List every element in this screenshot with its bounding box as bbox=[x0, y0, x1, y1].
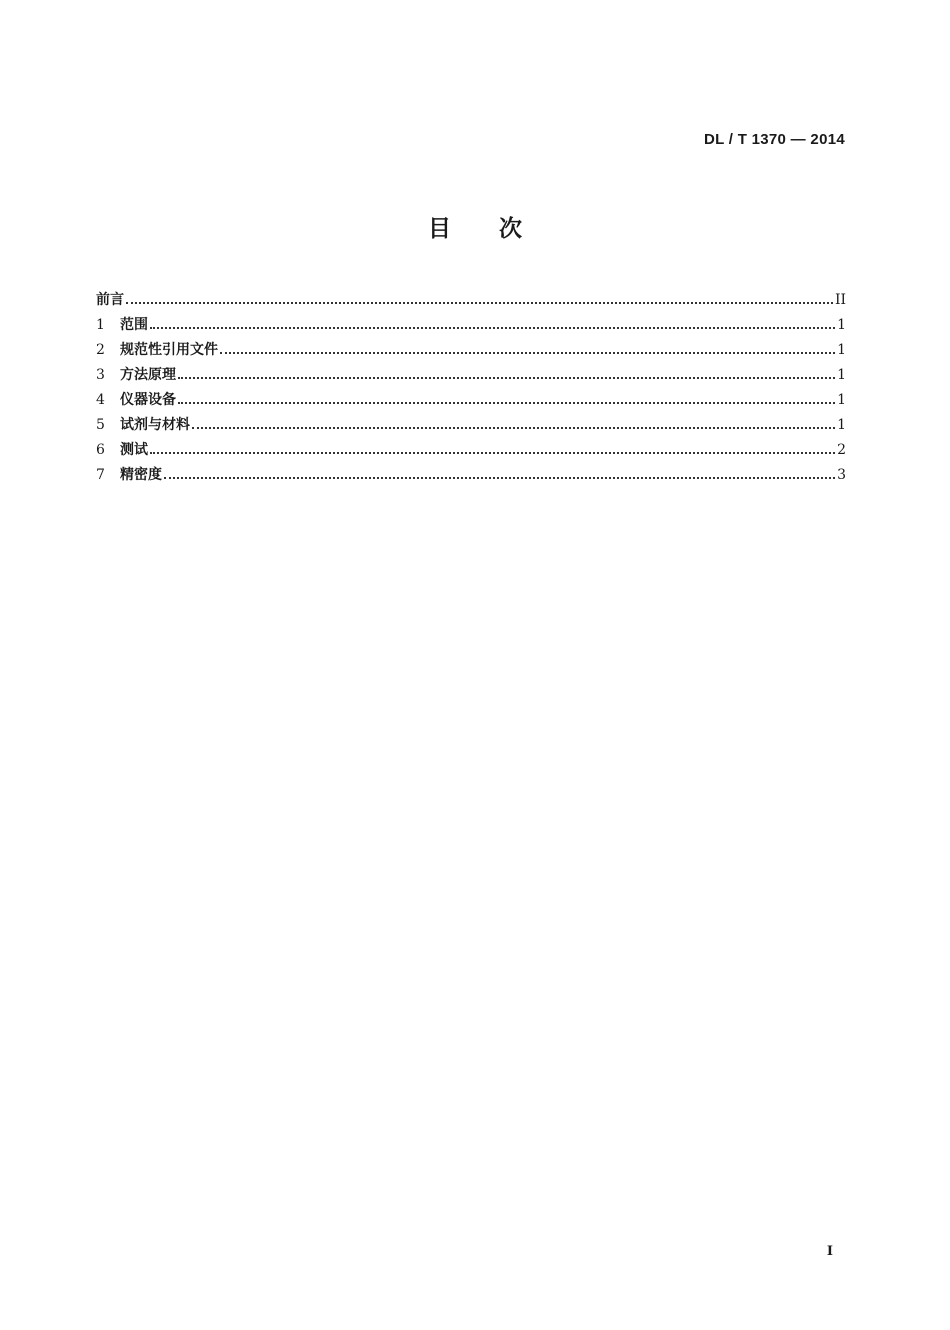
dot-leader bbox=[164, 476, 835, 479]
toc-entry-label: 规范性引用文件 bbox=[120, 342, 218, 358]
toc-entry-principle[interactable] bbox=[96, 365, 846, 390]
toc-entry-apparatus[interactable] bbox=[96, 390, 846, 415]
toc-entry-normative-references[interactable] bbox=[96, 340, 846, 365]
standard-code: DL / T 1370 — 2014 bbox=[703, 131, 845, 148]
page-title: 目次 bbox=[428, 216, 570, 242]
toc-entry-label: 测试 bbox=[120, 442, 148, 458]
toc-entry-testing[interactable] bbox=[96, 440, 846, 465]
toc-entry-page: 1 bbox=[837, 417, 846, 433]
toc-entry-label: 方法原理 bbox=[120, 367, 176, 383]
toc-entry-page: 1 bbox=[837, 317, 846, 333]
toc-entry-number: 1 bbox=[96, 317, 105, 333]
toc-entry-page: 3 bbox=[837, 467, 846, 483]
toc-entry-number: 2 bbox=[96, 342, 105, 358]
toc-entry-number: 5 bbox=[96, 417, 105, 433]
dot-leader bbox=[150, 326, 835, 329]
dot-leader bbox=[192, 426, 835, 429]
toc-entry-number: 7 bbox=[96, 467, 105, 483]
dot-leader bbox=[220, 351, 835, 354]
toc-entry-number: 4 bbox=[96, 392, 105, 408]
toc-entry-page: 1 bbox=[837, 392, 846, 408]
toc-entry-label: 前言 bbox=[96, 292, 124, 308]
toc-entry-label: 试剂与材料 bbox=[120, 417, 190, 433]
toc-entry-label: 仪器设备 bbox=[120, 392, 176, 408]
dot-leader bbox=[178, 376, 835, 379]
toc-entry-page: 1 bbox=[837, 367, 846, 383]
toc-entry-number: 6 bbox=[96, 442, 105, 458]
toc-entry-precision[interactable] bbox=[96, 465, 846, 490]
dot-leader bbox=[126, 301, 833, 304]
toc-entry-label: 范围 bbox=[120, 317, 148, 333]
toc-entry-number: 3 bbox=[96, 367, 105, 383]
toc-entry-page: 2 bbox=[837, 442, 846, 458]
toc-entry-foreword[interactable] bbox=[96, 290, 846, 315]
toc-entry-reagents[interactable] bbox=[96, 415, 846, 440]
toc-entry-page: 1 bbox=[837, 342, 846, 358]
dot-leader bbox=[150, 451, 835, 454]
table-of-contents bbox=[96, 290, 846, 490]
toc-entry-scope[interactable] bbox=[96, 315, 846, 340]
toc-entry-page: II bbox=[834, 292, 846, 308]
dot-leader bbox=[178, 401, 835, 404]
toc-entry-label: 精密度 bbox=[120, 467, 162, 483]
page-number: I bbox=[826, 1244, 833, 1259]
